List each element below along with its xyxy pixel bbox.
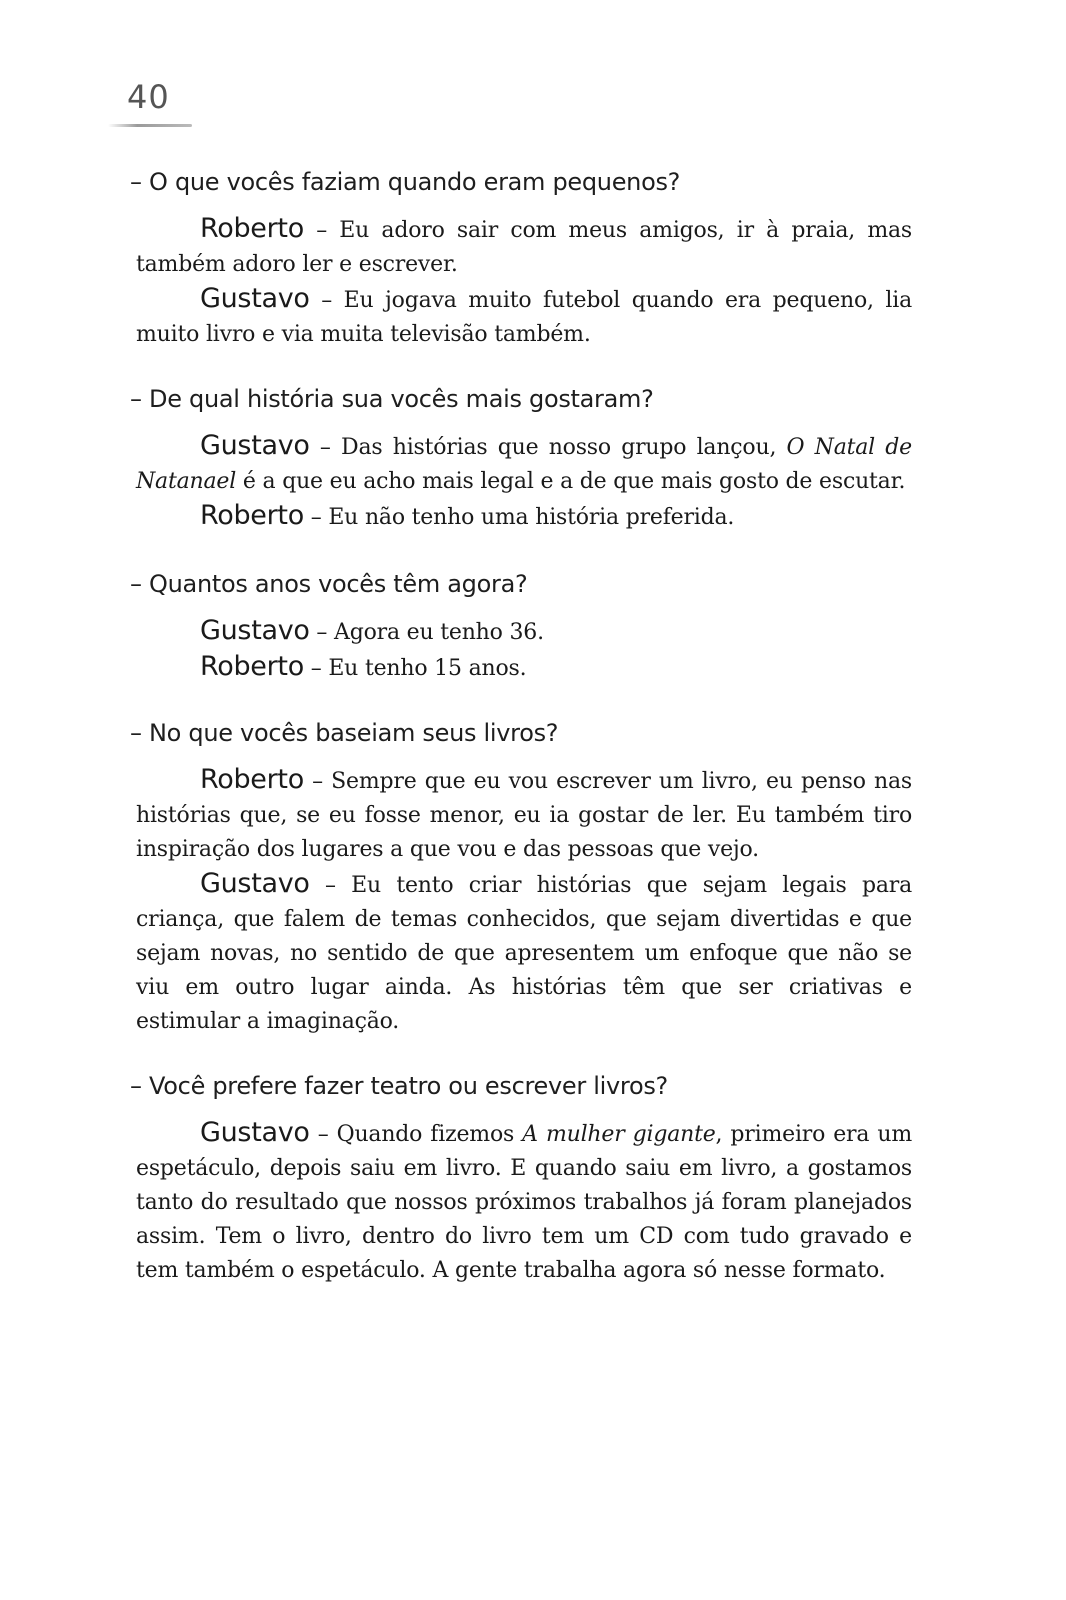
- speaker-name: Gustavo: [200, 430, 310, 461]
- answer-3-gustavo: [136, 614, 912, 650]
- question-2: – De qual história sua vocês mais gostaram?: [130, 385, 654, 413]
- answer-1-roberto: [136, 212, 912, 282]
- answer-text: é a que eu acho mais legal e a de que mais gosto de escutar.: [236, 469, 906, 494]
- answer-4-roberto: [136, 763, 912, 867]
- speaker-name: Roberto: [200, 764, 304, 795]
- question-5: – Você prefere fazer teatro ou escrever livros?: [130, 1072, 668, 1100]
- page-number: 40: [127, 78, 170, 116]
- answer-text: – Eu adoro sair com meus amigos, ir à praia, mas também adoro ler e escrever.: [136, 218, 912, 277]
- speaker-name: Roberto: [200, 500, 304, 531]
- speaker-name: Gustavo: [200, 615, 310, 646]
- speaker-name: Gustavo: [200, 868, 310, 899]
- speaker-name: Gustavo: [200, 1117, 310, 1148]
- speaker-name: Gustavo: [200, 283, 310, 314]
- answer-text: – Eu tenho 15 anos.: [303, 656, 527, 681]
- answer-1-gustavo: [136, 282, 912, 352]
- answer-text: – Agora eu tenho 36.: [309, 620, 544, 645]
- answer-text: – Sempre que eu vou escrever um livro, eu penso nas histórias que, se eu fosse menor, eu ia gostar de ler. Eu também tiro inspiração dos lugares a que vou e das pessoas que vejo.: [136, 769, 912, 862]
- question-3: – Quantos anos vocês têm agora?: [130, 570, 528, 598]
- answer-text: – Eu tento criar histórias que sejam legais para criança, que falem de temas conhecidos, que sejam divertidas e que sejam novas, no sentido de que apresentem um enfoque que não se viu em outro lugar ainda. As histórias têm que ser criativas e estimular a imaginação.: [136, 873, 912, 1034]
- page-number-underline: [108, 124, 192, 127]
- speaker-name: Roberto: [200, 651, 304, 682]
- answer-text: – Eu jogava muito futebol quando era pequeno, lia muito livro e via muita televisão também.: [136, 288, 912, 347]
- answer-5-gustavo: [136, 1116, 912, 1288]
- book-title: O Natal de Natanael: [136, 435, 912, 494]
- answer-3-roberto: [136, 650, 912, 686]
- answer-text: – Eu não tenho uma história preferida.: [303, 505, 735, 530]
- answer-text: – Quando fizemos: [309, 1122, 523, 1147]
- answer-text: – Das histórias que nosso grupo lançou,: [309, 435, 787, 460]
- speaker-name: Roberto: [200, 213, 304, 244]
- answer-2-roberto: [136, 499, 912, 535]
- question-4: – No que vocês baseiam seus livros?: [130, 719, 559, 747]
- question-1: – O que vocês faziam quando eram pequenos?: [130, 168, 681, 196]
- answer-text: , primeiro era um espetáculo, depois saiu em livro. E quando saiu em livro, a gostamos tanto do resultado que nossos próximos trabalhos já foram planejados assim. Tem o livro, dentro do livro tem um CD com tudo gravado e tem também o espetáculo. A gente trabalha agora só nesse formato.: [136, 1122, 912, 1283]
- answer-4-gustavo: [136, 867, 912, 1039]
- answer-2-gustavo: [136, 429, 912, 499]
- book-title: A mulher gigante: [522, 1122, 716, 1147]
- interview-content: [130, 165, 912, 1288]
